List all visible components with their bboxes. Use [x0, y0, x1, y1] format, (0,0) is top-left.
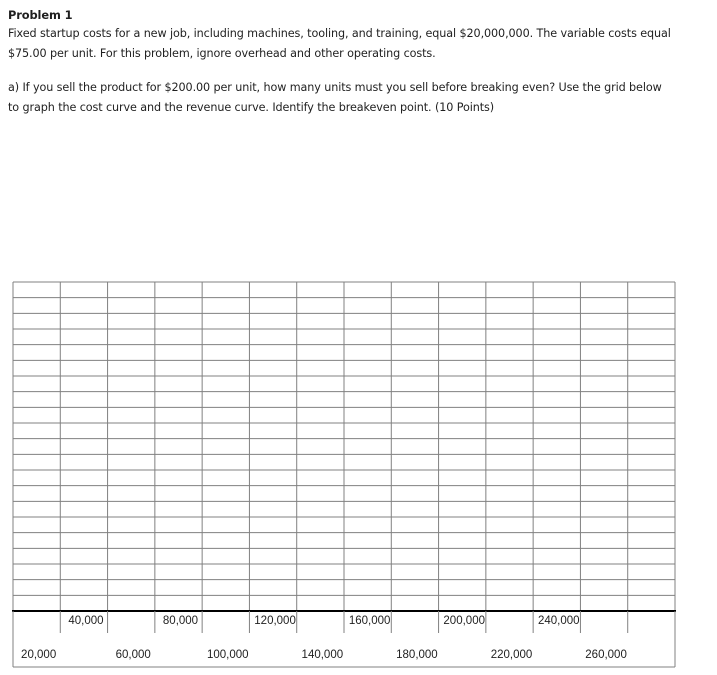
x-tick-label-lower: 100,000	[206, 649, 249, 661]
x-tick-label-lower: 260,000	[585, 649, 627, 661]
grid-lines	[12, 280, 676, 668]
x-tick-label-upper: 120,000	[254, 615, 296, 627]
part-a-question-line-1: a) If you sell the product for $200.00 per unit, how many units must you sell before breaking even? Use the grid below	[8, 81, 662, 94]
x-tick-label-upper: 200,000	[443, 615, 485, 627]
problem-statement-line-2: $75.00 per unit. For this problem, ignore overhead and other operating costs.	[8, 47, 436, 60]
x-tick-label-lower: 20,000	[21, 649, 57, 661]
x-tick-label-lower: 180,000	[396, 649, 438, 661]
x-tick-label-upper: 40,000	[68, 615, 104, 627]
x-tick-label-lower: 140,000	[301, 649, 344, 661]
x-tick-label-upper: 80,000	[162, 615, 199, 627]
problem-statement-line-1: Fixed startup costs for a new job, including machines, tooling, and training, equal $20,000,000. The variable costs equal	[8, 27, 671, 40]
x-tick-label-upper: 160,000	[348, 615, 391, 627]
x-tick-label-upper: 240,000	[537, 615, 580, 627]
breakeven-grid	[12, 280, 676, 668]
x-tick-label-lower: 220,000	[490, 649, 533, 661]
part-a-question-line-2: to graph the cost curve and the revenue curve. Identify the breakeven point. (10 Points)	[8, 101, 494, 114]
x-tick-label-lower: 60,000	[115, 649, 151, 661]
problem-title: Problem 1	[8, 8, 73, 22]
